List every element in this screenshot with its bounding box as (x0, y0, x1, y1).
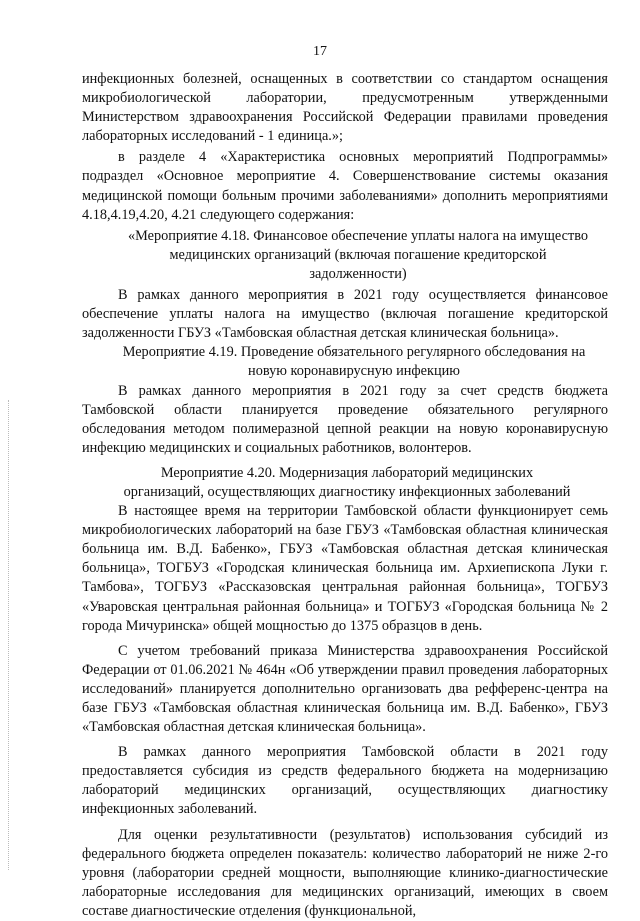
paragraph-measure-4-18: В рамках данного мероприятия в 2021 году осуществляется финансовое обеспечение уплаты налога на имущество (включая погашение кредиторской задолженности ГБУЗ «Тамбовская областная детская клиническая больница». (82, 287, 608, 342)
paragraph-indicator: Для оценки результативности (результатов) использования субсидий из федерального бюджета определен показатель: количество лабораторий не ниже 2-го уровня (лаборатории средней мощности, выполняющие клинико-диагностические лабораторные исследования для медицинских организаций, имеющих в своем составе диагностические отделения (функциональной, (82, 826, 608, 919)
page-number: 17 (313, 44, 327, 59)
heading-measure-4-19: Мероприятие 4.19. Проведение обязательного регулярного обследования на новую коронавирусную инфекцию (122, 344, 586, 380)
document-body (82, 70, 608, 921)
paragraph-laboratories: В настоящее время на территории Тамбовской области функционирует семь микробиологических лабораторий на базе ГБУЗ «Тамбовская областная клиническая больница им. В.Д. Бабенко», ГБУЗ «Тамбовская областная детская клиническая больница», ТОГБУЗ «Городская клиническая больница им. Архиепископа Луки г. Тамбова», ТОГБУЗ «Рассказовская центральная районная больница», ТОГБУЗ «Уваровская центральная районная больница» и ТОГБУЗ «Городская больница № 2 города Мичуринска» общей мощностью до 1375 образцов в день. (82, 503, 608, 634)
heading-measure-4-20: Мероприятие 4.20. Модернизация лабораторий медицинских организаций, осуществляющих диагностику инфекционных заболеваний (123, 464, 571, 500)
paragraph-reference-centers: С учетом требований приказа Министерства здравоохранения Российской Федерации от 01.06.2021 № 464н «Об утверждении правил проведения лабораторных исследований» планируется дополнительно организовать два рефференс-центра на базе ГБУЗ «Тамбовская областная клиническая больница им. В.Д. Бабенко», ГБУЗ «Тамбовская областная детская клиническая больница». (82, 642, 608, 736)
scan-margin-artifact (8, 400, 11, 870)
paragraph-measure-4-19: В рамках данного мероприятия в 2021 году за счет средств бюджета Тамбовской области планируется проведение обязательного регулярного обследования методом полимеразной цепной реакции на новую коронавирусную инфекцию медицинских и социальных работников, волонтеров. (82, 382, 608, 456)
heading-measure-4-18: «Мероприятие 4.18. Финансовое обеспечение уплаты налога на имущество медицинских организаций (включая погашение кредиторской задолженности) (127, 227, 589, 282)
paragraph-continuation: инфекционных болезней, оснащенных в соответствии со стандартом оснащения микробиологической лаборатории, предусмотренным утвержденными Министерством здравоохранения Российской Федерации правилами проведения лабораторных исследований - 1 единица.»; (82, 71, 608, 145)
paragraph-subsidy: В рамках данного мероприятия Тамбовской области в 2021 году предоставляется субсидия из средств федерального бюджета на модернизацию лабораторий медицинских организаций, осуществляющих диагностику инфекционных заболеваний. (82, 744, 608, 818)
paragraph-section-4-amendment: в разделе 4 «Характеристика основных мероприятий Подпрограммы» подраздел «Основное мероприятие 4. Совершенствование системы оказания медицинской помощи больным прочими заболеваниями» дополнить мероприятиями 4.18,4.19,4.20, 4.21 следующего содержания: (82, 149, 608, 223)
